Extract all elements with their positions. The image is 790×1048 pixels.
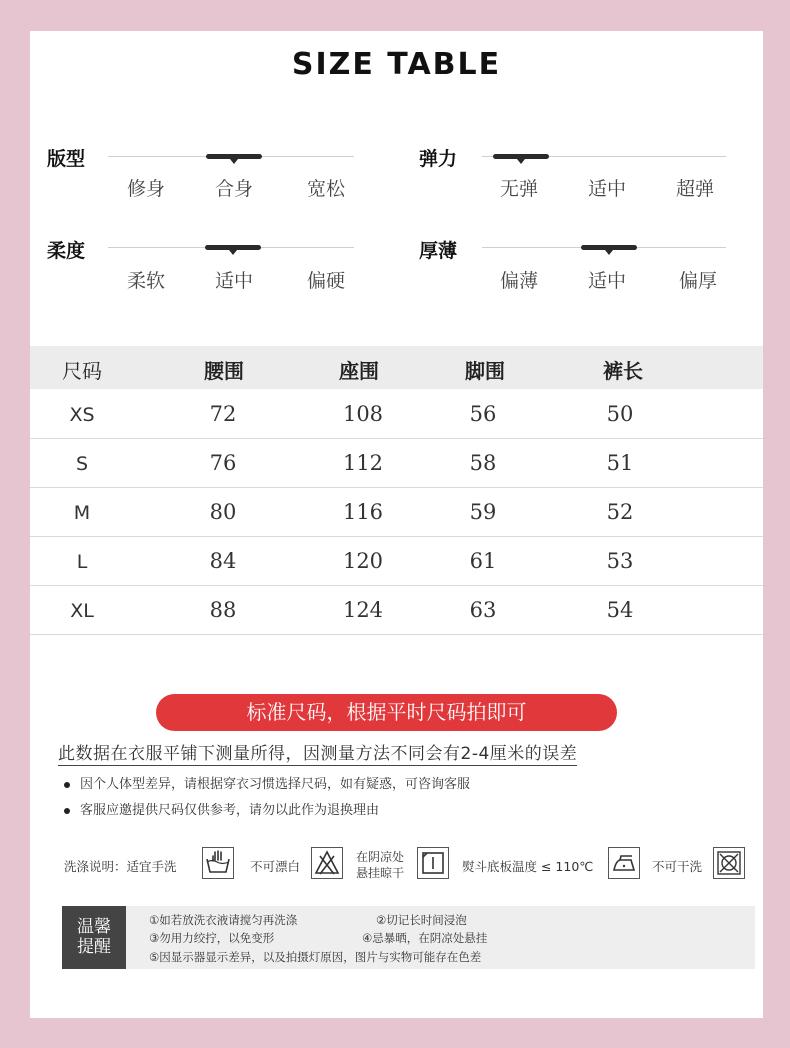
table-row (30, 536, 763, 586)
attr-softness-option: 偏硬 (306, 270, 345, 292)
table-cell: L (76, 551, 88, 573)
table-cell: 58 (469, 451, 497, 475)
table-cell: 51 (606, 451, 634, 475)
attr-thickness-option: 偏厚 (678, 270, 717, 292)
table-cell: 88 (209, 598, 237, 622)
no-dry-clean-icon (713, 847, 745, 879)
table-cell: 53 (606, 549, 634, 573)
dry-label-line2: 悬挂晾干 (356, 866, 405, 880)
no-dry-clean-label: 不可干洗 (652, 859, 703, 874)
attr-fit-option: 宽松 (306, 178, 345, 200)
attr-thickness-option: 适中 (587, 270, 626, 292)
shade-dry-icon (417, 847, 449, 879)
attr-elasticity-option: 无弹 (499, 178, 538, 200)
standard-size-banner: 标准尺码，根据平时尺码拍即可 (156, 694, 617, 731)
size-card (30, 31, 763, 1018)
table-row (30, 585, 763, 635)
note-bullet-text: 客服应邀提供尺码仅供参考，请勿以此作为退换理由 (80, 803, 380, 818)
table-cell: 56 (469, 402, 497, 426)
iron-label: 熨斗底板温度 ≤ 110℃ (462, 859, 594, 874)
table-cell: 50 (606, 402, 634, 426)
table-cell: 108 (342, 402, 384, 426)
header-size: 尺码 (62, 359, 102, 383)
note-bullet-text: 因个人体型差异，请根据穿衣习惯选择尺码，如有疑惑，可咨询客服 (80, 777, 471, 792)
header-hip: 座围 (339, 359, 379, 383)
attr-fit-marker (206, 154, 262, 159)
attr-softness-label: 柔度 (47, 240, 86, 262)
table-cell: 80 (209, 500, 237, 524)
table-cell: 52 (606, 500, 634, 524)
warm-tips-label-line1: 温馨 (77, 917, 111, 937)
table-cell: 120 (342, 549, 384, 573)
table-cell: XS (69, 404, 95, 426)
attr-elasticity-option: 适中 (587, 178, 626, 200)
table-cell: 54 (606, 598, 634, 622)
attr-softness-option: 适中 (214, 270, 253, 292)
no-bleach-icon (311, 847, 343, 879)
warm-tips-label (62, 906, 126, 969)
table-row (30, 389, 763, 439)
attr-thickness-label: 厚薄 (419, 240, 458, 262)
attr-elasticity-option: 超弹 (675, 178, 714, 200)
attr-fit-label: 版型 (47, 148, 86, 170)
table-cell: 59 (469, 500, 497, 524)
attr-fit-option: 合身 (214, 178, 253, 200)
attr-thickness-marker (581, 245, 637, 250)
attr-thickness-option: 偏薄 (499, 270, 538, 292)
header-length: 裤长 (603, 359, 643, 383)
dry-label-line1: 在阴凉处 (356, 850, 405, 864)
note-bullet (64, 799, 379, 818)
tip-item: ②切记长时间浸泡 (376, 913, 467, 927)
hand-wash-icon (202, 847, 234, 879)
table-cell: 61 (469, 549, 497, 573)
bullet-dot-icon (64, 782, 70, 788)
attr-softness-option: 柔软 (126, 270, 165, 292)
tip-item: ④忌暴晒，在阴凉处悬挂 (362, 931, 488, 945)
attr-fit-option: 修身 (126, 178, 165, 200)
page-title: SIZE TABLE (291, 47, 502, 82)
iron-icon (608, 847, 640, 879)
tip-item: ③勿用力绞拧，以免变形 (149, 931, 275, 945)
table-row (30, 438, 763, 488)
note-bullet (64, 773, 470, 792)
no-bleach-label: 不可漂白 (250, 859, 301, 874)
measurement-note: 此数据在衣服平铺下测量所得，因测量方法不同会有2-4厘米的误差 (58, 739, 577, 766)
wash-instruction-label: 洗涤说明：适宜手洗 (64, 859, 177, 874)
header-hem: 脚围 (465, 359, 505, 383)
warm-tips-label-line2: 提醒 (77, 937, 111, 957)
table-cell: M (73, 502, 91, 524)
attr-elasticity-marker (493, 154, 549, 159)
table-cell: 84 (209, 549, 237, 573)
table-cell: 112 (342, 451, 384, 475)
table-cell: 116 (342, 500, 384, 524)
table-cell: 124 (342, 598, 384, 622)
table-cell: S (75, 453, 89, 475)
table-cell: 72 (209, 402, 237, 426)
table-cell: XL (70, 600, 94, 622)
table-cell: 76 (209, 451, 237, 475)
size-table-header (30, 346, 763, 389)
warm-tips-panel (62, 906, 755, 969)
attr-softness-marker (205, 245, 261, 250)
tip-item: ①如若放洗衣液请搅匀再洗涤 (149, 913, 298, 927)
table-cell: 63 (469, 598, 497, 622)
table-row (30, 487, 763, 537)
header-waist: 腰围 (204, 359, 244, 383)
tip-item: ⑤因显示器显示差异，以及拍摄灯原因，图片与实物可能存在色差 (149, 950, 482, 964)
attr-elasticity-label: 弹力 (419, 148, 458, 170)
bullet-dot-icon (64, 808, 70, 814)
